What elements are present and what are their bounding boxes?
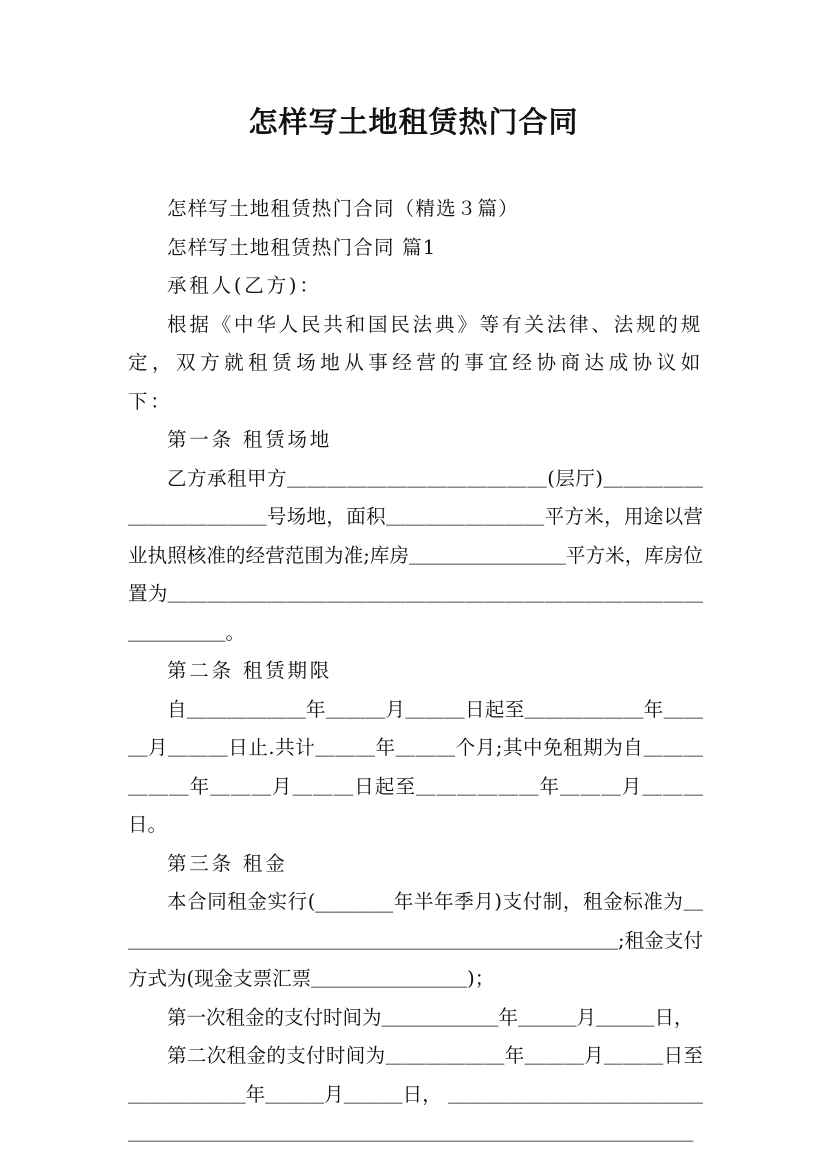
document-body bbox=[128, 190, 703, 1153]
document-title: 怎样写土地租赁热门合同 bbox=[248, 105, 579, 139]
paragraph-subtitle: 怎样写土地租赁热门合同（精选３篇） bbox=[167, 197, 519, 220]
paragraph-article-2-body: 自＿＿＿＿＿＿年＿＿＿月＿＿＿日起至＿＿＿＿＿＿年＿＿＿月＿＿＿日止.共计＿＿＿年＿＿＿个月;其中免租期为自＿＿＿＿＿＿年＿＿＿月＿＿＿日起至＿＿＿＿＿＿年＿＿＿月＿＿＿日。 bbox=[128, 697, 703, 836]
paragraph-second-payment: 第二次租金的支付时间为＿＿＿＿＿＿年＿＿＿月＿＿＿日至＿＿＿＿＿＿年＿＿＿月＿＿＿日， ＿＿＿＿＿＿＿＿＿＿＿＿＿＿＿＿＿＿＿＿＿＿＿＿＿＿＿＿＿＿＿＿＿＿＿＿＿＿＿＿＿＿ bbox=[128, 1044, 703, 1144]
paragraph-article-3-body: 本合同租金实行(________年半年季月)支付制，租金标准为＿＿＿＿＿＿＿＿＿＿＿＿＿＿＿＿＿＿＿＿＿＿＿＿＿＿;租金支付方式为(现金支票汇票＿＿＿＿＿＿＿＿)； bbox=[128, 890, 703, 990]
paragraph-article-1-heading: 第一条 租赁场地 bbox=[167, 428, 333, 451]
paragraph-section-heading: 怎样写土地租赁热门合同 篇1 bbox=[167, 235, 437, 259]
paragraph-article-2-heading: 第二条 租赁期限 bbox=[167, 659, 333, 682]
paragraph-article-3-heading: 第三条 租金 bbox=[167, 851, 288, 875]
paragraph-preamble: 根据《中华人民共和国民法典》等有关法律、法规的规定，双方就租赁场地从事经营的事宜经协商达成协议如下： bbox=[128, 312, 703, 413]
paragraph-lessee: 承租人(乙方)： bbox=[167, 274, 322, 297]
paragraph-first-payment: 第一次租金的支付时间为＿＿＿＿＿＿年＿＿＿月＿＿＿日， bbox=[167, 1005, 694, 1029]
paragraph-article-1-body: 乙方承租甲方＿＿＿＿＿＿＿＿＿＿＿＿＿(层厅)＿＿＿＿＿＿＿＿＿＿＿＿号场地，面积＿＿＿＿＿＿＿＿平方米，用途以营业执照核准的经营范围为准;库房＿＿＿＿＿＿＿＿平方米，库房位置为＿＿＿＿＿＿＿＿＿＿＿＿＿＿＿＿＿＿＿＿＿＿＿＿＿＿＿＿＿＿＿＿。 bbox=[128, 466, 703, 644]
